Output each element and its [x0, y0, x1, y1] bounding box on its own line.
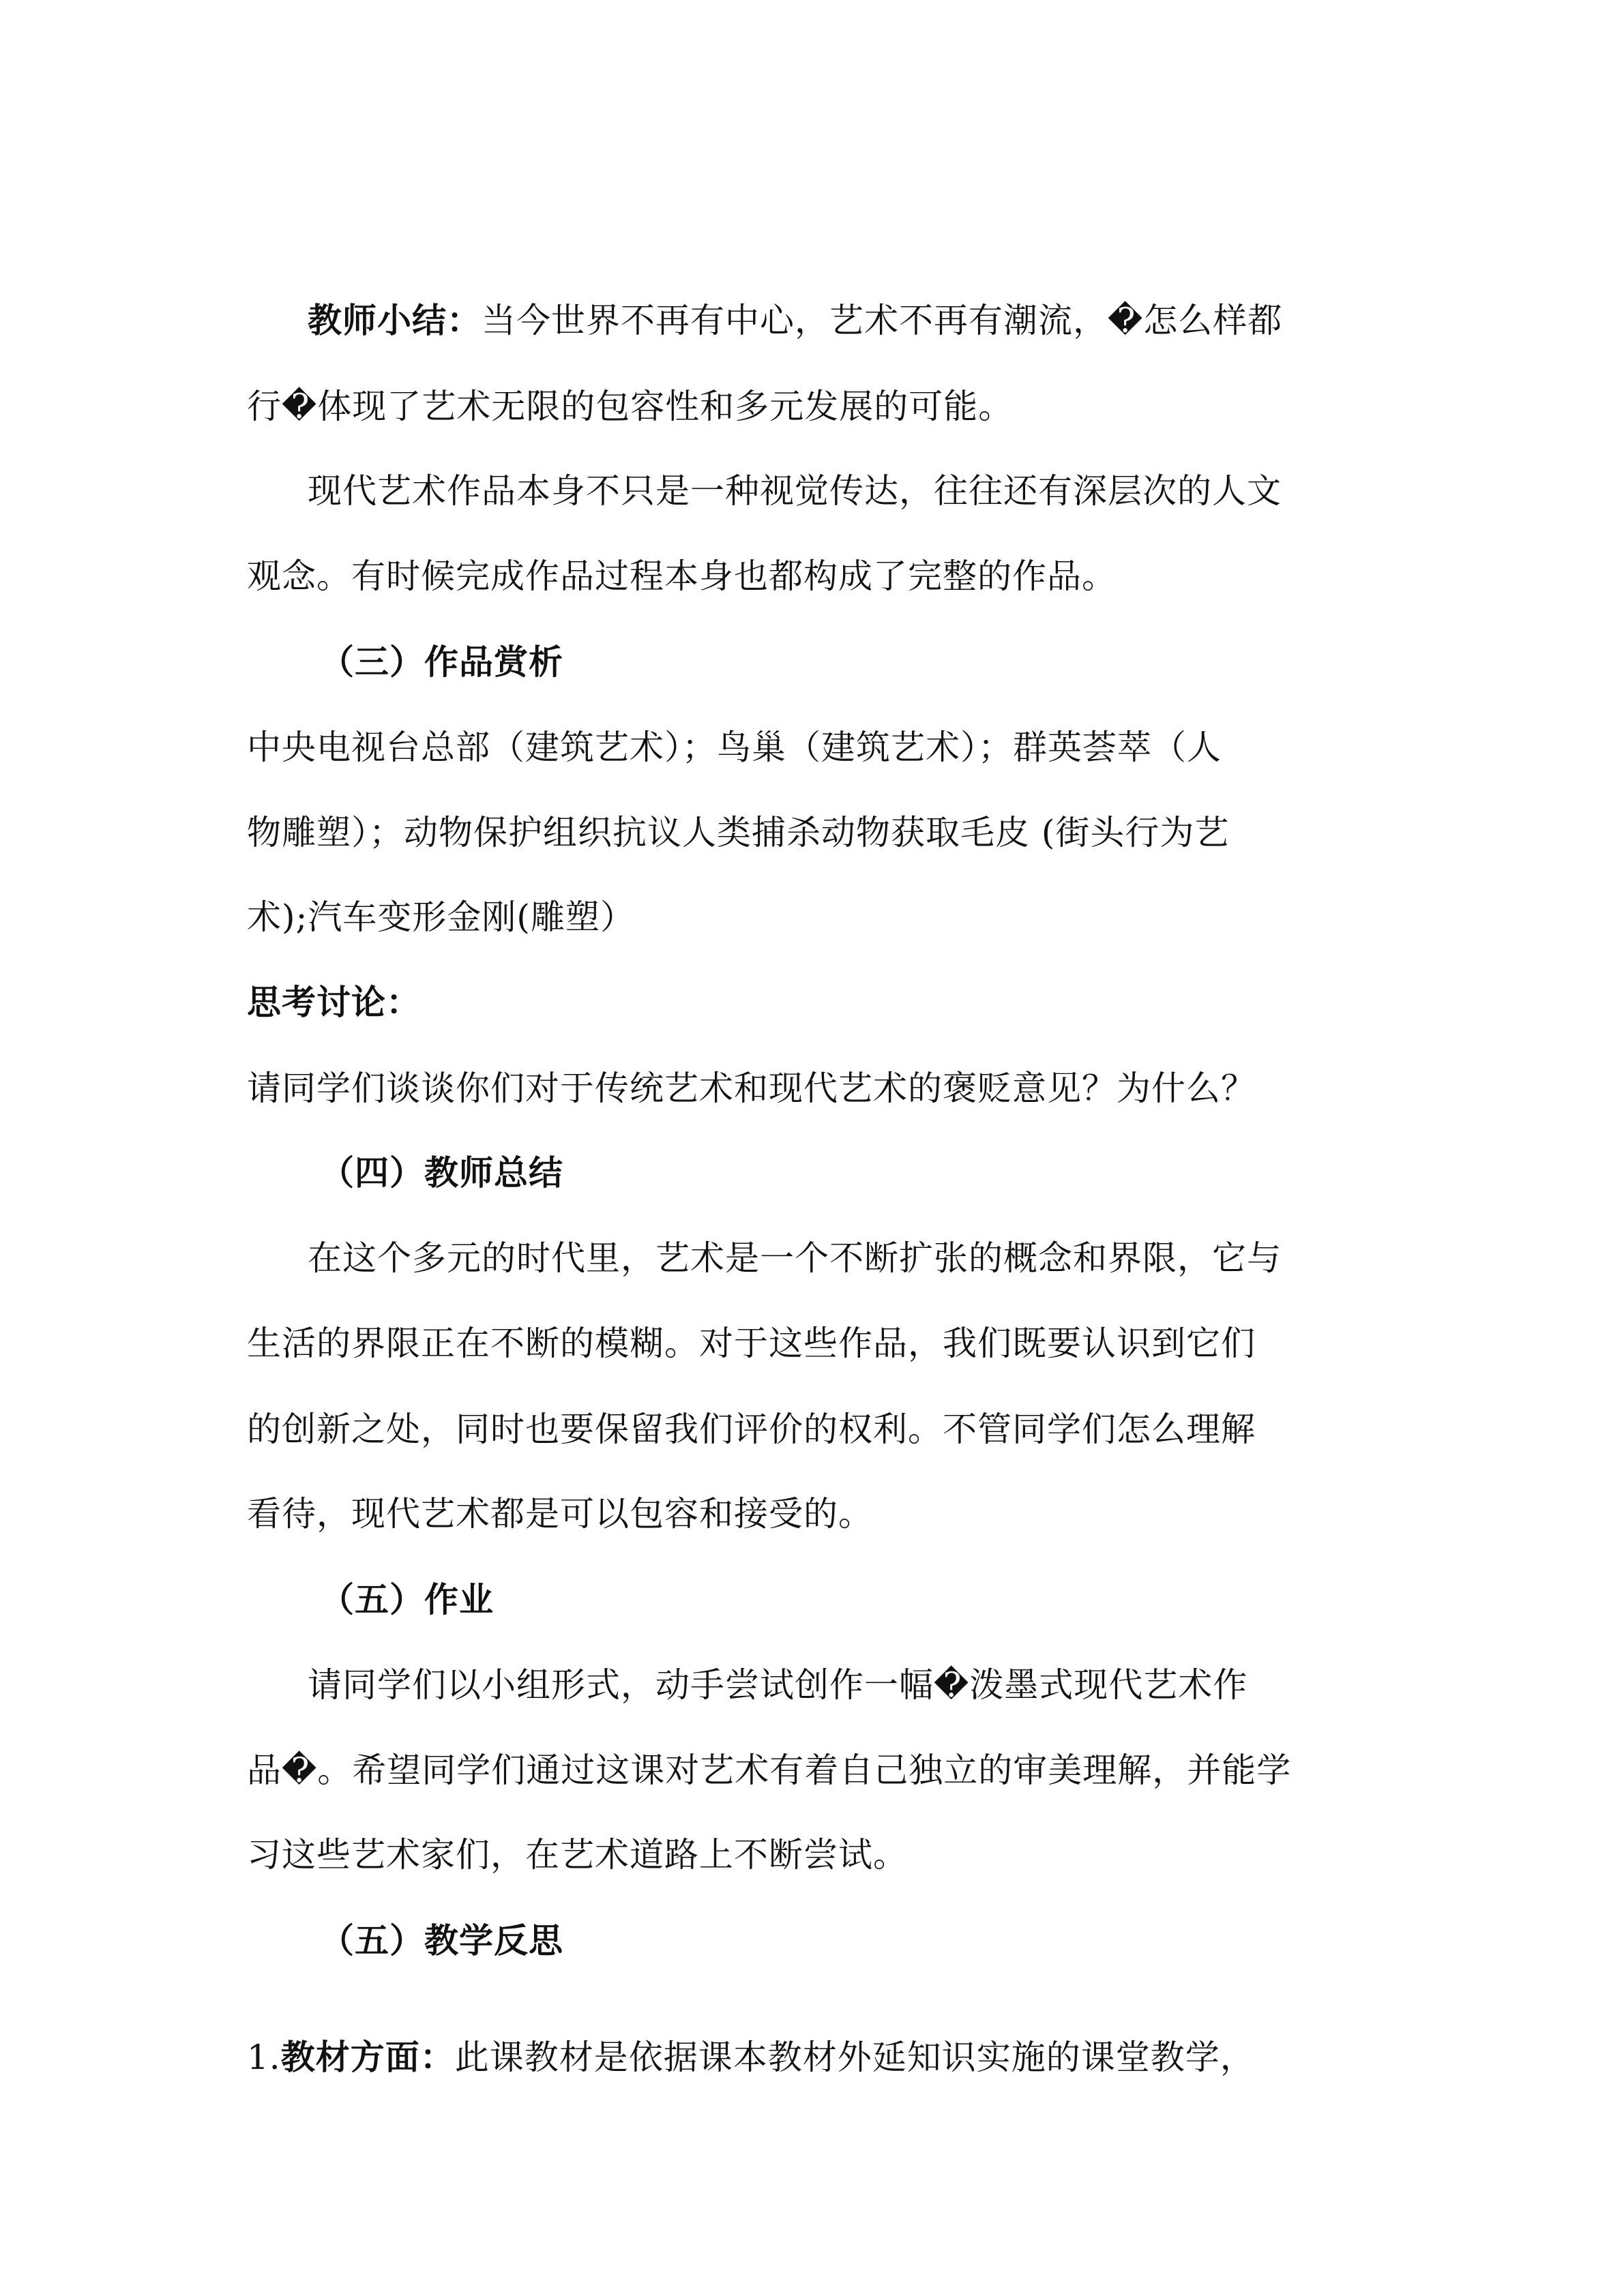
section-5-line-2: 品�。希望同学们通过这课对艺术有着自己独立的审美理解，并能学	[247, 1750, 1292, 1790]
modern-art-line-1: 现代艺术作品本身不只是一种视觉传达，往往还有深层次的人文	[308, 471, 1282, 511]
section-4-line-4: 看待，现代艺术都是可以包容和接受的。	[247, 1494, 873, 1534]
section-3-heading: （三）作品赏析	[320, 642, 563, 682]
modern-art-line-2: 观念。有时候完成作品过程本身也都构成了完整的作品。	[247, 556, 1117, 596]
section-4-line-3: 的创新之处，同时也要保留我们评价的权利。不管同学们怎么理解	[247, 1410, 1256, 1449]
section-4-line-1: 在这个多元的时代里，艺术是一个不断扩张的概念和界限，它与	[308, 1238, 1282, 1278]
section-3-line-2: 物雕塑）；动物保护组织抗议人类捕杀动物获取毛皮 (街头行为艺	[247, 813, 1230, 852]
reflection-label: 教材方面：	[280, 2037, 455, 2077]
section-4-heading: （四）教师总结	[320, 1152, 563, 1193]
discussion-question: 请同学们谈谈你们对于传统艺术和现代艺术的褒贬意见？为什么？	[247, 1069, 1256, 1108]
section-6-heading: （五）教学反思	[320, 1920, 563, 1960]
summary-line-1	[308, 300, 1282, 341]
summary-line-2: 行�体现了艺术无限的包容性和多元发展的可能。	[247, 387, 1014, 426]
section-4-line-2: 生活的界限正在不断的模糊。对于这些作品，我们既要认识到它们	[247, 1324, 1256, 1363]
reflection-line-1	[247, 2037, 1255, 2078]
reflection-number: 1.	[247, 2038, 281, 2077]
summary-label: 教师小结：	[308, 300, 482, 340]
discussion-label: 思考讨论：	[247, 982, 421, 1022]
section-5-line-1: 请同学们以小组形式，动手尝试创作一幅�泼墨式现代艺术作	[308, 1665, 1248, 1705]
section-5-heading: （五）作业	[320, 1579, 494, 1620]
summary-text-1: 当今世界不再有中心，艺术不再有潮流，�怎么样都	[482, 301, 1283, 340]
section-3-line-3: 术);汽车变形金刚(雕塑）	[247, 897, 635, 937]
section-5-line-3: 习这些艺术家们，在艺术道路上不断尝试。	[247, 1835, 908, 1875]
reflection-text: 此课教材是依据课本教材外延知识实施的课堂教学，	[454, 2038, 1255, 2077]
section-3-line-1: 中央电视台总部（建筑艺术）；鸟巢（建筑艺术）；群英荟萃（人	[247, 728, 1222, 767]
